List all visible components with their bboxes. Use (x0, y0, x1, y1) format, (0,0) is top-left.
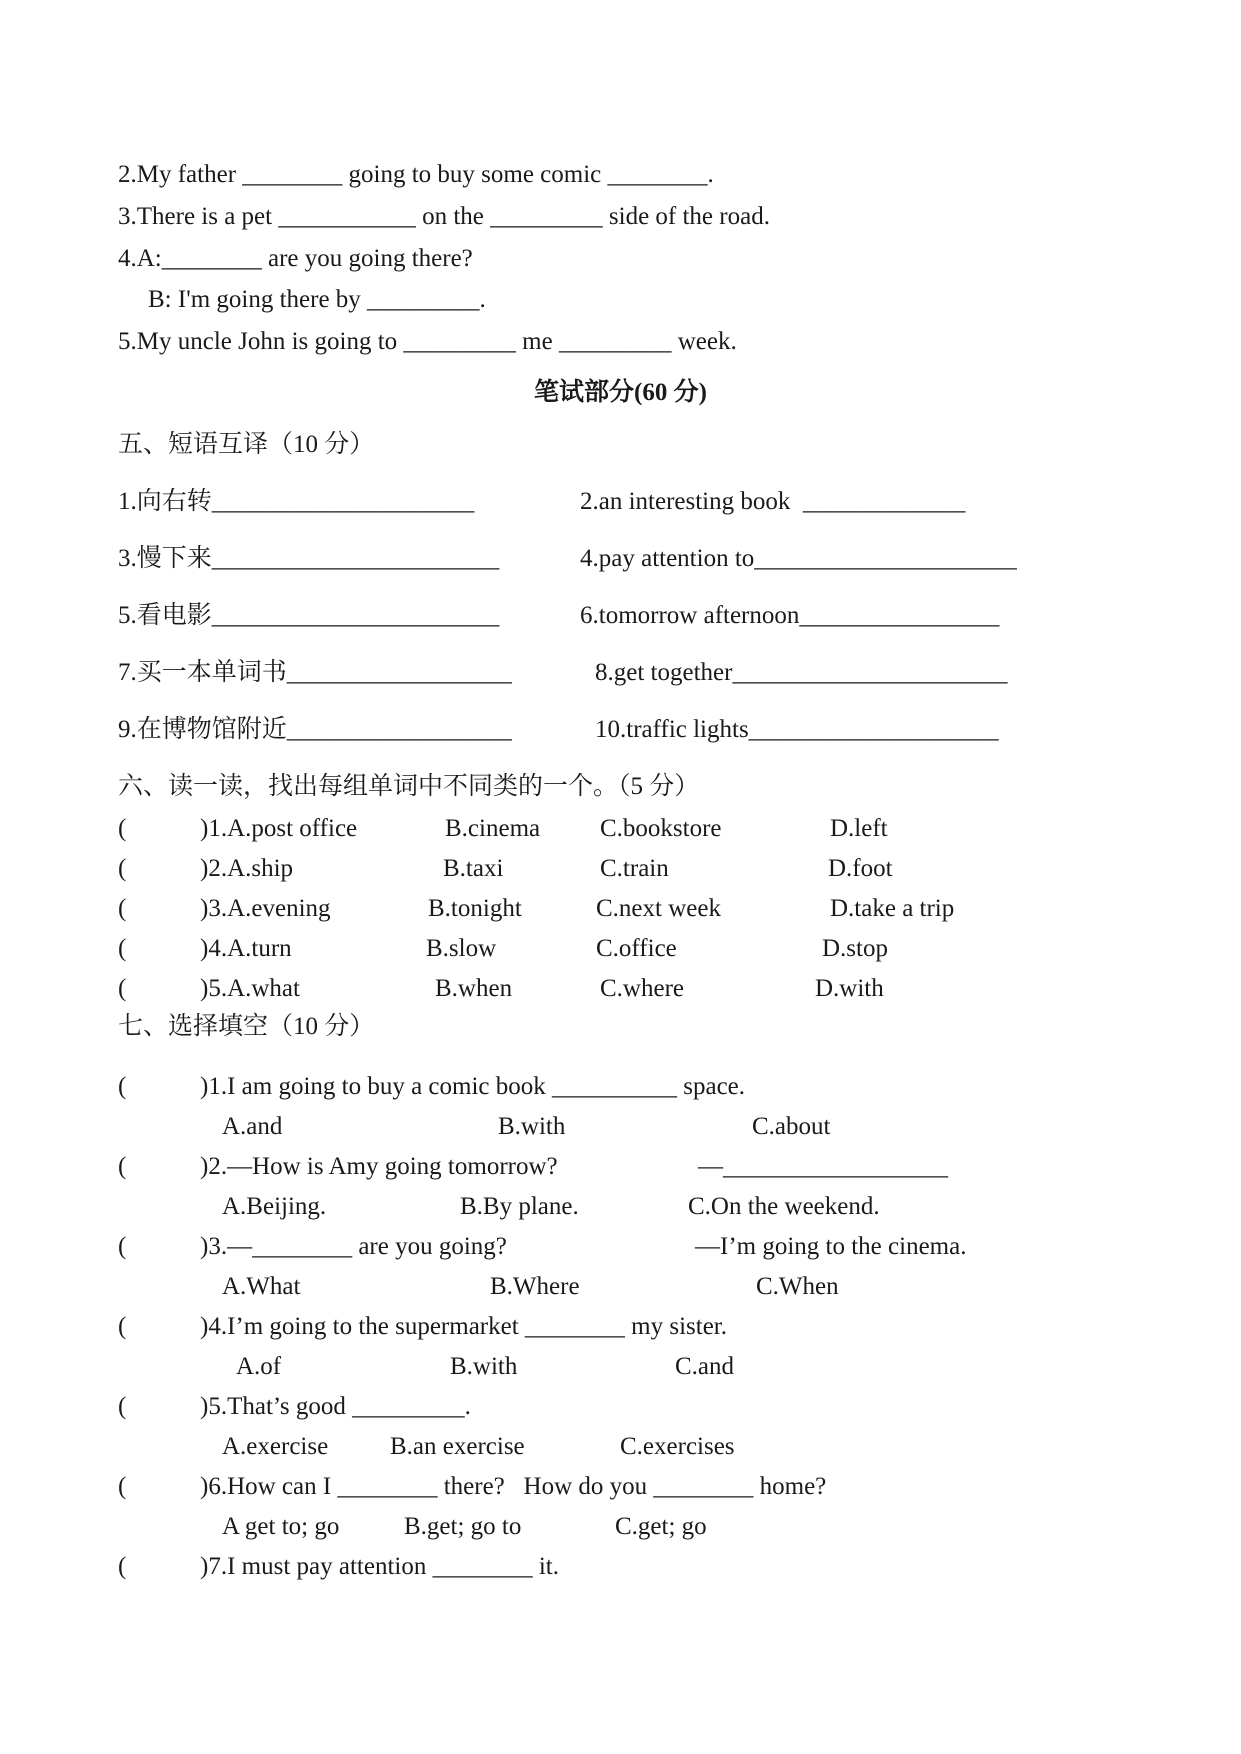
option-b: B.with (498, 1113, 566, 1140)
option-a: )3.A.evening (200, 895, 331, 922)
option-c: C.about (752, 1113, 831, 1140)
section5-item-8: 8.get together______________________ (595, 659, 1008, 686)
section7-title: 七、选择填空（10 分） (118, 1013, 375, 1040)
section5-item-4: 4.pay attention to_____________________ (580, 545, 1017, 572)
section5-item-1: 1.向右转_____________________ (118, 488, 475, 515)
option-d: D.stop (822, 935, 888, 962)
question-stem: )2.—How is Amy going tomorrow? (200, 1153, 558, 1180)
section7-question-7 (0, 1552, 1241, 1642)
option-a: A.What (222, 1273, 301, 1300)
question-5: 5.My uncle John is going to _________ me _________ week. (118, 328, 737, 355)
question-4b: B: I'm going there by _________. (148, 286, 486, 313)
option-c: C.get; go (615, 1513, 707, 1540)
answer-paren: ( (118, 1473, 127, 1500)
section5-item-9: 9.在博物馆附近__________________ (118, 716, 512, 743)
option-d: D.take a trip (830, 895, 955, 922)
question-stem: )4.I’m going to the supermarket ________ my sister. (200, 1313, 728, 1340)
answer-paren: ( (118, 895, 127, 922)
option-c: C.exercises (620, 1433, 735, 1460)
option-b: B.slow (426, 935, 497, 962)
option-c: C.train (600, 855, 669, 882)
option-b: B.tonight (428, 895, 522, 922)
option-c: C.next week (596, 895, 721, 922)
section5-item-6: 6.tomorrow afternoon________________ (580, 602, 1000, 629)
option-c: C.On the weekend. (688, 1193, 880, 1220)
answer-paren: ( (118, 935, 127, 962)
option-a: A.exercise (222, 1433, 329, 1460)
option-d: D.with (815, 975, 884, 1002)
section5-title: 五、短语互译（10 分） (118, 431, 375, 458)
option-a: A.and (222, 1113, 283, 1140)
question-4a: 4.A:________ are you going there? (118, 245, 473, 272)
option-b: B.taxi (443, 855, 504, 882)
section5-item-5: 5.看电影_______________________ (118, 602, 500, 629)
answer-paren: ( (118, 855, 127, 882)
option-b: B.get; go to (404, 1513, 522, 1540)
option-a: )4.A.turn (200, 935, 292, 962)
answer-paren: ( (118, 815, 127, 842)
option-a: )1.A.post office (200, 815, 358, 842)
option-d: D.left (830, 815, 888, 842)
option-d: D.foot (828, 855, 893, 882)
option-a: A.Beijing. (222, 1193, 327, 1220)
question-stem: )1.I am going to buy a comic book __________ space. (200, 1073, 746, 1100)
option-b: B.Where (490, 1273, 580, 1300)
option-c: C.bookstore (600, 815, 722, 842)
option-a: A get to; go (222, 1513, 340, 1540)
question-2: 2.My father ________ going to buy some comic ________. (118, 161, 714, 188)
answer-line: —__________________ (698, 1153, 948, 1180)
option-c: C.When (756, 1273, 839, 1300)
question-stem: )5.That’s good _________. (200, 1393, 471, 1420)
section5-item-7: 7.买一本单词书__________________ (118, 659, 512, 686)
option-b: B.cinema (445, 815, 541, 842)
written-part-title: 笔试部分(60 分) (534, 379, 707, 406)
question-stem: )6.How can I ________ there? How do you ________ home? (200, 1473, 827, 1500)
question-3: 3.There is a pet ___________ on the _________ side of the road. (118, 203, 770, 230)
answer-paren: ( (118, 975, 127, 1002)
option-a: )5.A.what (200, 975, 300, 1002)
option-a: )2.A.ship (200, 855, 294, 882)
section5-item-2: 2.an interesting book _____________ (580, 488, 966, 515)
option-b: B.with (450, 1353, 518, 1380)
answer-paren: ( (118, 1553, 127, 1580)
option-b: B.when (435, 975, 513, 1002)
section5-item-10: 10.traffic lights____________________ (595, 716, 999, 743)
option-b: B.By plane. (460, 1193, 579, 1220)
answer-paren: ( (118, 1233, 127, 1260)
option-b: B.an exercise (390, 1433, 525, 1460)
question-stem: )3.—________ are you going? (200, 1233, 507, 1260)
answer-paren: ( (118, 1073, 127, 1100)
section6-title: 六、读一读，找出每组单词中不同类的一个。（5 分） (118, 773, 700, 800)
option-a: A.of (236, 1353, 282, 1380)
question-stem: )7.I must pay attention ________ it. (200, 1553, 559, 1580)
answer-paren: ( (118, 1313, 127, 1340)
answer-line: —I’m going to the cinema. (695, 1233, 967, 1260)
answer-paren: ( (118, 1153, 127, 1180)
option-c: C.where (600, 975, 684, 1002)
option-c: C.and (675, 1353, 735, 1380)
option-c: C.office (596, 935, 677, 962)
section5-item-3: 3.慢下来_______________________ (118, 545, 500, 572)
answer-paren: ( (118, 1393, 127, 1420)
